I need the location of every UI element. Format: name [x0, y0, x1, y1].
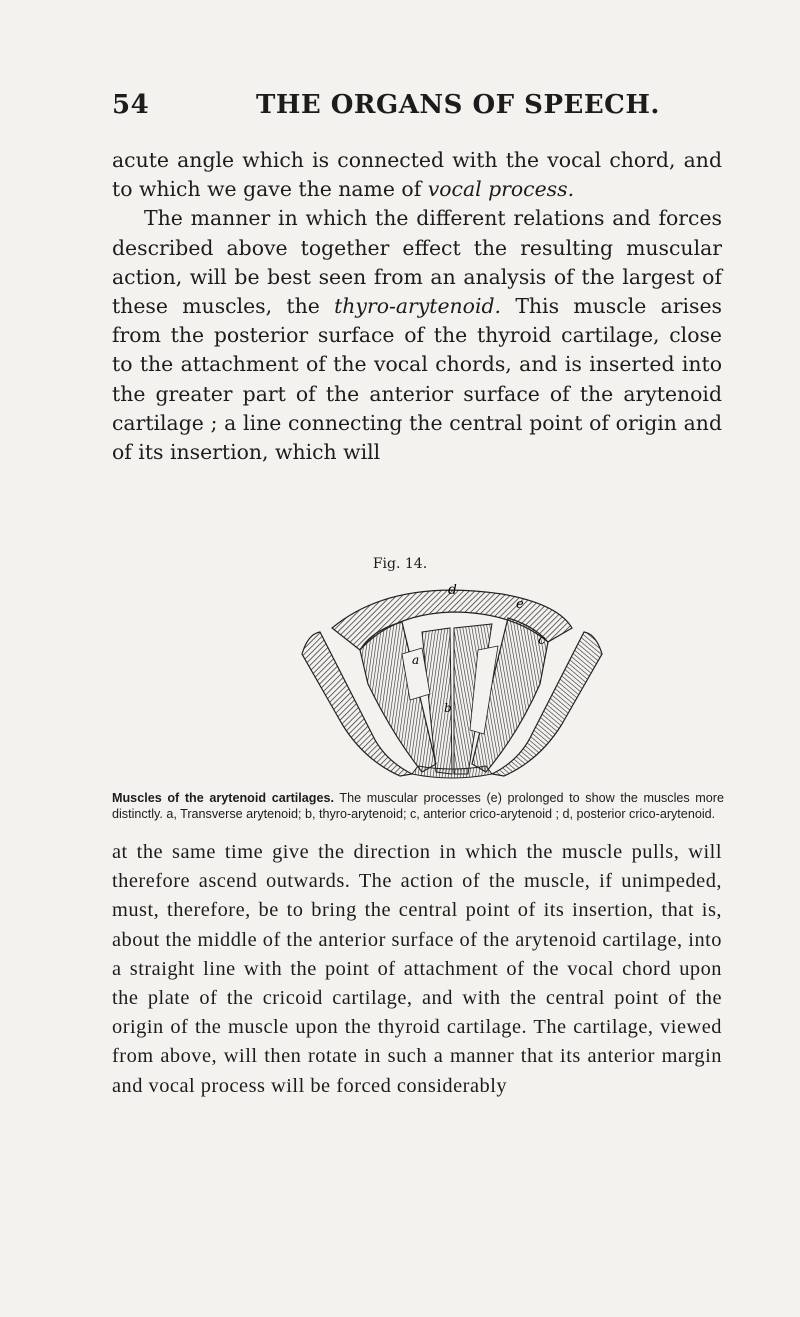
- figure-caption: [112, 790, 724, 823]
- page-number: 54: [112, 90, 150, 120]
- caption-text: The muscular processes (e) prolonged to show the muscles more distinctly. a, Transverse arytenoid; b, thyro-arytenoid; c, anterior crico-arytenoid ; d, posterior crico-arytenoid.: [112, 791, 724, 822]
- running-title: THE ORGANS OF SPEECH.: [256, 90, 660, 120]
- caption-title: Muscles of the arytenoid cartilages.: [112, 791, 334, 805]
- text-run: The manner in which the different relations and forces described above together effect the resulting muscular action, will be best seen from an analysis of the largest of these muscles, the: [112, 206, 722, 319]
- figure-label: Fig. 14.: [372, 556, 428, 572]
- page-header: [112, 90, 712, 140]
- letter-a: a: [412, 653, 420, 667]
- letter-d: d: [448, 584, 457, 598]
- italic-term: thyro-arytenoid.: [334, 294, 502, 319]
- arytenoid-muscle-illustration: [272, 584, 632, 780]
- letter-e: e: [516, 597, 524, 612]
- italic-term: vocal process.: [427, 177, 575, 202]
- letter-b: b: [444, 701, 452, 715]
- paragraph-after-figure: at the same time give the direction in which the muscle pulls, will therefore ascend outwards. The action of the muscle, if unimpeded, must, therefore, be to bring the central point of its insertion, that is, about the middle of the anterior surface of the arytenoid cartilage, into a straight line with the point of attachment of the vocal chord upon the plate of the cricoid cartilage, and with the central point of the origin of the muscle upon the thyroid cartilage. The cartilage, viewed from above, will then rotate in such a manner that its anterior margin and vocal process will be forced considerably: [112, 841, 722, 1097]
- text-run: acute angle which is connected with the vocal chord, and to which we gave the name of: [112, 148, 722, 202]
- letter-c: c: [538, 633, 546, 648]
- paragraph-continued: [112, 146, 722, 467]
- text-run: This muscle arises from the posterior surface of the thyroid cartilage, close to the attachment of the vocal chords, and is inserted into the greater part of the anterior surface of the arytenoid cartilage ; a line connecting the central point of origin and of its insertion, which will: [112, 294, 723, 465]
